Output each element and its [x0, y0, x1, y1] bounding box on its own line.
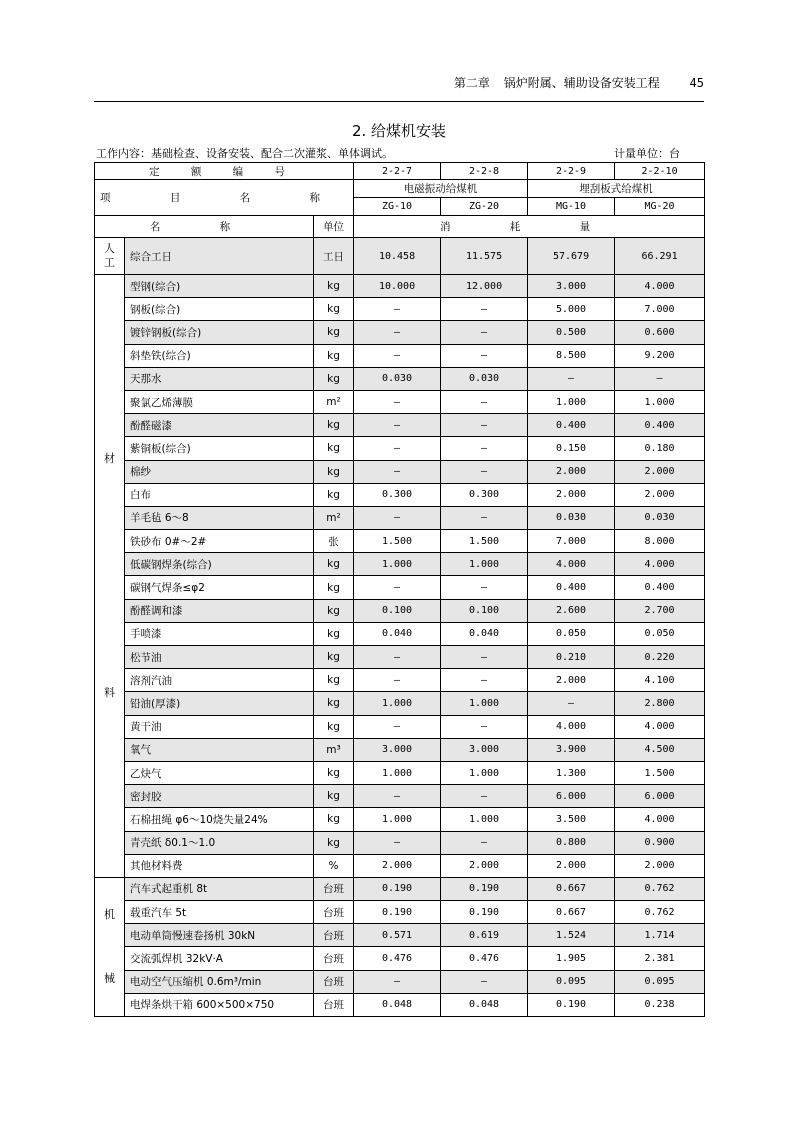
- value-cell: 0.040: [354, 622, 441, 645]
- item-name: 酚醛调和漆: [125, 599, 314, 622]
- value-cell: 1.000: [354, 761, 441, 784]
- item-name: 乙炔气: [125, 761, 314, 784]
- value-cell: —: [354, 390, 441, 413]
- item-unit: m³: [314, 738, 354, 761]
- header-rule: [94, 101, 704, 102]
- value-cell: 0.050: [615, 622, 705, 645]
- value-cell: 0.030: [354, 367, 441, 390]
- table-row: [95, 808, 705, 831]
- code-cell: 2-2-9: [528, 163, 615, 180]
- item-name: 电焊条烘干箱 600×500×750: [125, 993, 314, 1016]
- item-name: 白布: [125, 483, 314, 506]
- table-row: [95, 298, 705, 321]
- item-name: 天那水: [125, 367, 314, 390]
- category-cell: [95, 275, 125, 878]
- value-cell: —: [354, 576, 441, 599]
- value-cell: 0.100: [354, 599, 441, 622]
- model-cell: MG-20: [615, 198, 705, 216]
- value-cell: 6.000: [615, 785, 705, 808]
- item-unit: 台班: [314, 993, 354, 1016]
- item-unit: 台班: [314, 877, 354, 900]
- item-unit: kg: [314, 367, 354, 390]
- item-unit: 台班: [314, 901, 354, 924]
- code-cell: 2-2-8: [441, 163, 528, 180]
- value-cell: —: [528, 367, 615, 390]
- item-unit: kg: [314, 414, 354, 437]
- value-cell: 0.600: [615, 321, 705, 344]
- value-cell: —: [441, 344, 528, 367]
- table-row: [95, 275, 705, 298]
- table-row: [95, 599, 705, 622]
- value-cell: 7.000: [528, 530, 615, 553]
- group-cell: 埋刮板式给煤机: [528, 180, 705, 198]
- item-unit: kg: [314, 599, 354, 622]
- category-cell: 人 工: [95, 238, 125, 275]
- value-cell: 3.000: [354, 738, 441, 761]
- consumption-header: 消 耗 量: [354, 216, 705, 238]
- table-row: [95, 877, 705, 900]
- table-row: [95, 367, 705, 390]
- item-name: 斜垫铁(综合): [125, 344, 314, 367]
- value-cell: 0.238: [615, 993, 705, 1016]
- model-cell: ZG-10: [354, 198, 441, 216]
- value-cell: 0.030: [441, 367, 528, 390]
- value-cell: —: [354, 669, 441, 692]
- value-cell: 2.000: [528, 854, 615, 877]
- value-cell: 1.524: [528, 924, 615, 947]
- value-cell: —: [354, 970, 441, 993]
- item-name: 碳钢气焊条≤φ2: [125, 576, 314, 599]
- value-cell: 0.762: [615, 901, 705, 924]
- table-row: [95, 669, 705, 692]
- value-cell: 4.000: [528, 715, 615, 738]
- value-cell: —: [354, 298, 441, 321]
- value-cell: 0.220: [615, 646, 705, 669]
- code-cell: 2-2-10: [615, 163, 705, 180]
- item-unit: kg: [314, 437, 354, 460]
- item-name: 其他材料费: [125, 854, 314, 877]
- value-cell: —: [528, 692, 615, 715]
- value-cell: 0.300: [441, 483, 528, 506]
- category-char: 材: [104, 451, 115, 465]
- value-cell: 8.500: [528, 344, 615, 367]
- item-name: 钢板(综合): [125, 298, 314, 321]
- table-row: [95, 947, 705, 970]
- value-cell: 0.400: [615, 576, 705, 599]
- value-cell: 1.500: [354, 530, 441, 553]
- item-name: 酚醛磁漆: [125, 414, 314, 437]
- value-cell: —: [354, 414, 441, 437]
- item-name: 汽车式起重机 8t: [125, 877, 314, 900]
- value-cell: —: [354, 506, 441, 529]
- table-row: [95, 622, 705, 645]
- item-unit: kg: [314, 483, 354, 506]
- value-cell: 4.000: [615, 715, 705, 738]
- quota-table: [94, 162, 705, 1017]
- chapter-label: 第二章: [453, 76, 490, 90]
- measure-unit: 计量单位：台: [614, 147, 680, 160]
- item-name: 电动单筒慢速卷扬机 30kN: [125, 924, 314, 947]
- value-cell: 4.000: [615, 275, 705, 298]
- value-cell: 0.190: [354, 877, 441, 900]
- value-cell: —: [354, 831, 441, 854]
- item-name: 镀锌钢板(综合): [125, 321, 314, 344]
- value-cell: 0.040: [441, 622, 528, 645]
- value-cell: 0.190: [354, 901, 441, 924]
- item-unit: kg: [314, 576, 354, 599]
- value-cell: 2.000: [615, 854, 705, 877]
- value-cell: —: [354, 460, 441, 483]
- section-label: 锅炉附属、辅助设备安装工程: [503, 76, 660, 90]
- value-cell: 2.000: [615, 460, 705, 483]
- table-row: [95, 831, 705, 854]
- group-cell: 电磁振动给煤机: [354, 180, 528, 198]
- value-cell: 0.150: [528, 437, 615, 460]
- table-row: [95, 437, 705, 460]
- value-cell: 57.679: [528, 238, 615, 275]
- item-unit: 台班: [314, 947, 354, 970]
- work-scope: 工作内容：基础检查、设备安装、配合二次灌浆、单体调试。: [96, 147, 393, 160]
- item-name: 松节油: [125, 646, 314, 669]
- value-cell: 0.210: [528, 646, 615, 669]
- table-row: [95, 553, 705, 576]
- value-cell: 0.476: [441, 947, 528, 970]
- name-header: 名 称: [95, 216, 314, 238]
- code-label: 定 额 编 号: [95, 163, 354, 180]
- item-unit: m²: [314, 390, 354, 413]
- unit-header: 单位: [314, 216, 354, 238]
- value-cell: 3.000: [528, 275, 615, 298]
- value-cell: —: [354, 785, 441, 808]
- item-unit: kg: [314, 761, 354, 784]
- value-cell: —: [441, 576, 528, 599]
- value-cell: —: [441, 414, 528, 437]
- page-number: 45: [689, 76, 704, 90]
- item-name: 石棉扭绳 φ6～10烧失量24%: [125, 808, 314, 831]
- table-row: [95, 506, 705, 529]
- category-cell: [95, 877, 125, 1016]
- item-unit: 工日: [314, 238, 354, 275]
- value-cell: 10.000: [354, 275, 441, 298]
- value-cell: 2.000: [528, 460, 615, 483]
- value-cell: 0.476: [354, 947, 441, 970]
- item-name: 铁砂布 0#～2#: [125, 530, 314, 553]
- value-cell: —: [441, 506, 528, 529]
- table-row: [95, 924, 705, 947]
- value-cell: 1.000: [441, 808, 528, 831]
- value-cell: 2.700: [615, 599, 705, 622]
- item-unit: kg: [314, 669, 354, 692]
- value-cell: 1.714: [615, 924, 705, 947]
- value-cell: 0.048: [441, 993, 528, 1016]
- item-name: 青壳纸 δ0.1～1.0: [125, 831, 314, 854]
- value-cell: —: [441, 831, 528, 854]
- value-cell: 2.381: [615, 947, 705, 970]
- value-cell: 0.300: [354, 483, 441, 506]
- item-name: 溶剂汽油: [125, 669, 314, 692]
- item-unit: kg: [314, 646, 354, 669]
- value-cell: 2.000: [528, 669, 615, 692]
- value-cell: —: [354, 646, 441, 669]
- item-unit: kg: [314, 298, 354, 321]
- value-cell: 0.667: [528, 877, 615, 900]
- value-cell: —: [441, 669, 528, 692]
- item-name: 密封胶: [125, 785, 314, 808]
- table-row: [95, 854, 705, 877]
- value-cell: 12.000: [441, 275, 528, 298]
- value-cell: 7.000: [615, 298, 705, 321]
- value-cell: 2.000: [354, 854, 441, 877]
- value-cell: —: [441, 785, 528, 808]
- value-cell: 5.000: [528, 298, 615, 321]
- item-unit: kg: [314, 275, 354, 298]
- item-unit: kg: [314, 321, 354, 344]
- item-unit: m²: [314, 506, 354, 529]
- value-cell: 4.100: [615, 669, 705, 692]
- value-cell: 0.095: [528, 970, 615, 993]
- value-cell: 1.000: [441, 692, 528, 715]
- value-cell: —: [354, 344, 441, 367]
- table-row: [95, 344, 705, 367]
- value-cell: 11.575: [441, 238, 528, 275]
- item-name: 手喷漆: [125, 622, 314, 645]
- category-char: 料: [104, 685, 115, 699]
- item-unit: kg: [314, 715, 354, 738]
- value-cell: —: [354, 715, 441, 738]
- value-cell: —: [441, 646, 528, 669]
- value-cell: 2.800: [615, 692, 705, 715]
- table-row: [95, 692, 705, 715]
- table-row: [95, 970, 705, 993]
- category-char: 械: [104, 971, 115, 985]
- table-row: [95, 738, 705, 761]
- value-cell: 0.571: [354, 924, 441, 947]
- value-cell: 0.190: [441, 901, 528, 924]
- table-row: [95, 390, 705, 413]
- item-unit: kg: [314, 344, 354, 367]
- value-cell: 10.458: [354, 238, 441, 275]
- value-cell: 1.000: [441, 761, 528, 784]
- value-cell: 1.000: [354, 692, 441, 715]
- item-unit: kg: [314, 831, 354, 854]
- value-cell: 0.500: [528, 321, 615, 344]
- item-unit: kg: [314, 622, 354, 645]
- item-name: 羊毛毡 6～8: [125, 506, 314, 529]
- value-cell: —: [441, 437, 528, 460]
- table-row: [95, 646, 705, 669]
- value-cell: 1.300: [528, 761, 615, 784]
- item-unit: kg: [314, 460, 354, 483]
- item-name: 型钢(综合): [125, 275, 314, 298]
- value-cell: 1.000: [615, 390, 705, 413]
- value-cell: 1.500: [615, 761, 705, 784]
- value-cell: —: [441, 321, 528, 344]
- value-cell: —: [441, 298, 528, 321]
- value-cell: 0.667: [528, 901, 615, 924]
- value-cell: —: [441, 390, 528, 413]
- table-row: [95, 321, 705, 344]
- value-cell: 1.000: [528, 390, 615, 413]
- item-unit: kg: [314, 692, 354, 715]
- page-title: 2. 给煤机安装: [351, 122, 447, 140]
- value-cell: 4.500: [615, 738, 705, 761]
- value-cell: 4.000: [615, 808, 705, 831]
- table-row: [95, 993, 705, 1016]
- value-cell: 2.000: [615, 483, 705, 506]
- item-name: 棉纱: [125, 460, 314, 483]
- item-name: 铅油(厚漆): [125, 692, 314, 715]
- item-name: 紫铜板(综合): [125, 437, 314, 460]
- value-cell: 4.000: [528, 553, 615, 576]
- item-unit: kg: [314, 785, 354, 808]
- value-cell: 1.000: [354, 553, 441, 576]
- item-unit: 张: [314, 530, 354, 553]
- value-cell: 4.000: [615, 553, 705, 576]
- value-cell: 0.190: [441, 877, 528, 900]
- value-cell: 8.000: [615, 530, 705, 553]
- table-row: [95, 785, 705, 808]
- value-cell: 0.190: [528, 993, 615, 1016]
- item-name: 载重汽车 5t: [125, 901, 314, 924]
- item-unit: 台班: [314, 970, 354, 993]
- value-cell: 0.030: [615, 506, 705, 529]
- value-cell: 0.800: [528, 831, 615, 854]
- table-row: [95, 238, 705, 275]
- table-row: [95, 483, 705, 506]
- item-name: 氧气: [125, 738, 314, 761]
- category-char: 机: [104, 907, 115, 921]
- value-cell: 3.500: [528, 808, 615, 831]
- value-cell: 1.500: [441, 530, 528, 553]
- item-label: 项 目 名 称: [95, 180, 354, 216]
- value-cell: 6.000: [528, 785, 615, 808]
- item-name: 综合工日: [125, 238, 314, 275]
- value-cell: 0.100: [441, 599, 528, 622]
- item-unit: kg: [314, 808, 354, 831]
- value-cell: 0.050: [528, 622, 615, 645]
- value-cell: 2.000: [528, 483, 615, 506]
- value-cell: 66.291: [615, 238, 705, 275]
- value-cell: —: [441, 970, 528, 993]
- value-cell: 0.180: [615, 437, 705, 460]
- value-cell: 9.200: [615, 344, 705, 367]
- code-cell: 2-2-7: [354, 163, 441, 180]
- item-name: 低碳钢焊条(综合): [125, 553, 314, 576]
- table-row: [95, 901, 705, 924]
- page-header: [94, 74, 704, 94]
- table-row: [95, 761, 705, 784]
- value-cell: 0.900: [615, 831, 705, 854]
- table-row: [95, 460, 705, 483]
- item-unit: 台班: [314, 924, 354, 947]
- value-cell: 3.000: [441, 738, 528, 761]
- table-row: [95, 530, 705, 553]
- value-cell: 0.400: [528, 414, 615, 437]
- value-cell: —: [615, 367, 705, 390]
- value-cell: 1.905: [528, 947, 615, 970]
- value-cell: 0.400: [528, 576, 615, 599]
- value-cell: 0.048: [354, 993, 441, 1016]
- value-cell: 1.000: [354, 808, 441, 831]
- item-name: 交流弧焊机 32kV·A: [125, 947, 314, 970]
- value-cell: 2.600: [528, 599, 615, 622]
- item-name: 黄干油: [125, 715, 314, 738]
- model-cell: MG-10: [528, 198, 615, 216]
- table-row: [95, 576, 705, 599]
- value-cell: 0.095: [615, 970, 705, 993]
- value-cell: —: [441, 460, 528, 483]
- value-cell: —: [354, 321, 441, 344]
- item-unit: %: [314, 854, 354, 877]
- value-cell: —: [441, 715, 528, 738]
- value-cell: 0.030: [528, 506, 615, 529]
- value-cell: 0.400: [615, 414, 705, 437]
- value-cell: 1.000: [441, 553, 528, 576]
- model-cell: ZG-20: [441, 198, 528, 216]
- item-name: 聚氯乙烯薄膜: [125, 390, 314, 413]
- item-name: 电动空气压缩机 0.6m³/min: [125, 970, 314, 993]
- value-cell: —: [354, 437, 441, 460]
- value-cell: 0.619: [441, 924, 528, 947]
- value-cell: 2.000: [441, 854, 528, 877]
- table-row: [95, 414, 705, 437]
- value-cell: 0.762: [615, 877, 705, 900]
- item-unit: kg: [314, 553, 354, 576]
- table-row: [95, 715, 705, 738]
- value-cell: 3.900: [528, 738, 615, 761]
